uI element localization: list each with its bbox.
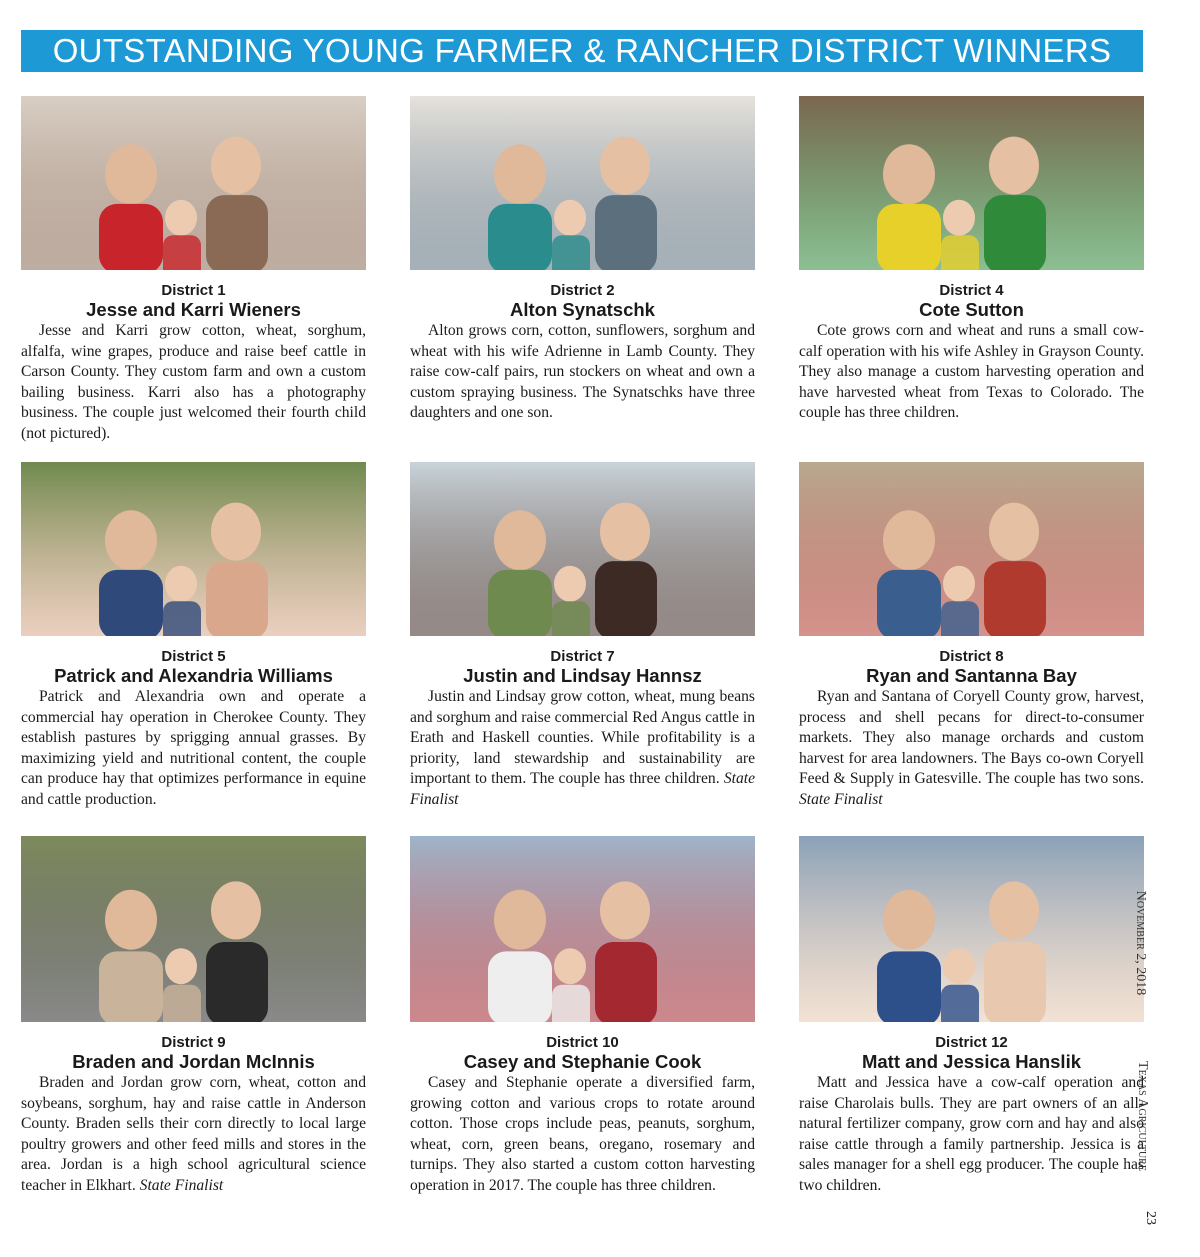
family-photo bbox=[21, 96, 366, 270]
family-photo bbox=[799, 96, 1144, 270]
district-label: District 8 bbox=[939, 648, 1004, 665]
family-photo bbox=[21, 836, 366, 1022]
winner-card bbox=[21, 96, 366, 445]
publication-name: Texas Agriculture bbox=[1135, 1061, 1150, 1171]
winner-names: Justin and Lindsay Hannsz bbox=[463, 665, 702, 686]
winner-description: Jesse and Karri grow cotton, wheat, sorghum, alfalfa, wine grapes, produce and raise beef cattle in Carson County. They custom farm and own a custom bailing business. Karri also has a photography business. The couple just welcomed their fourth child (not pictured). bbox=[21, 322, 366, 442]
issue-date: November 2, 2018 bbox=[1133, 890, 1148, 996]
winner-description: Alton grows corn, cotton, sunflowers, sorghum and wheat with his wife Adrienne in Lamb County. They raise cow-calf pairs, run stockers on wheat and own a custom spraying business. The Synatschks have three daughters and one son. bbox=[410, 322, 755, 422]
family-photo bbox=[410, 836, 755, 1022]
district-label: District 10 bbox=[546, 1034, 619, 1051]
winner-card bbox=[21, 836, 366, 1197]
winner-card bbox=[410, 836, 755, 1197]
winner-description: Matt and Jessica have a cow-calf operation and raise Charolais bulls. They are part owners of an all-natural fertilizer company, grow corn and hay and also raise cattle through a family partnership. Jessica is a sales manager for a shell egg producer. The couple has two children. bbox=[799, 1074, 1144, 1194]
winner-description: Cote grows corn and wheat and runs a small cow-calf operation with his wife Ashley in Grayson County. They also manage a custom harvesting operation and have harvested wheat from Texas to Colorado. The couple has three children. bbox=[799, 322, 1144, 422]
winner-description: Patrick and Alexandria own and operate a commercial hay operation in Cherokee County. They establish pastures by sprigging annual grasses. By maximizing yield and nutritional content, the couple can produce hay that optimizes performance in equine and cattle production. bbox=[21, 688, 366, 808]
district-label: District 9 bbox=[161, 1034, 226, 1051]
family-photo bbox=[799, 462, 1144, 636]
winner-card bbox=[799, 836, 1144, 1197]
state-finalist-label: State Finalist bbox=[799, 790, 883, 808]
winner-description: Justin and Lindsay grow cotton, wheat, mung beans and sorghum and raise commercial Red Angus cattle in Erath and Haskell counties. While profitability is a priority, land stewardship and sustainability are important to them. The couple has three children. State Finalist bbox=[410, 688, 755, 808]
winner-names: Matt and Jessica Hanslik bbox=[861, 1051, 1081, 1072]
winner-names: Jesse and Karri Wieners bbox=[86, 299, 301, 320]
winner-card bbox=[410, 462, 755, 811]
winner-description: Braden and Jordan grow corn, wheat, cotton and soybeans, sorghum, hay and raise cattle in Anderson County. Braden sells their corn directly to local large poultry growers and other feed mills and stores in the area. Jordan is a high school agricultural science teacher in Elkhart. State Finalist bbox=[21, 1074, 366, 1194]
winner-names: Casey and Stephanie Cook bbox=[463, 1051, 702, 1072]
district-label: District 12 bbox=[935, 1034, 1008, 1051]
family-photo bbox=[410, 96, 755, 270]
winner-names: Ryan and Santanna Bay bbox=[866, 665, 1077, 686]
district-label: District 5 bbox=[161, 648, 226, 665]
state-finalist-label: State Finalist bbox=[139, 1176, 224, 1194]
winner-names: Alton Synatschk bbox=[510, 299, 655, 320]
winner-names: Braden and Jordan McInnis bbox=[72, 1051, 315, 1072]
district-label: District 4 bbox=[939, 282, 1004, 299]
winner-card bbox=[21, 462, 366, 811]
state-finalist-label: State Finalist bbox=[410, 770, 755, 808]
family-photo bbox=[21, 462, 366, 636]
winner-card bbox=[410, 96, 755, 424]
winner-names: Cote Sutton bbox=[919, 299, 1024, 320]
family-photo bbox=[410, 462, 755, 636]
district-label: District 2 bbox=[550, 282, 615, 299]
winner-card bbox=[799, 462, 1144, 811]
district-label: District 7 bbox=[550, 648, 615, 665]
district-label: District 1 bbox=[161, 282, 226, 299]
winner-card bbox=[799, 96, 1144, 424]
winner-description: Ryan and Santana of Coryell County grow, harvest, process and shell pecans for direct-to-consumer markets. They also manage orchards and custom harvest for area landowners. The Bays co-own Coryell Feed & Supply in Gatesville. The couple has two sons. State Finalist bbox=[799, 688, 1144, 808]
winner-description: Casey and Stephanie operate a diversified farm, growing cotton and various crops to rotate around cotton. Those crops include peas, peanuts, sorghum, wheat, corn, green beans, oregano, rosemary and turnips. They also started a custom cotton harvesting operation in 2017. The couple has three children. bbox=[410, 1074, 755, 1194]
winner-names: Patrick and Alexandria Williams bbox=[54, 665, 333, 686]
page-number: 23 bbox=[1143, 1211, 1158, 1225]
page-banner-title: OUTSTANDING YOUNG FARMER & RANCHER DISTRICT WINNERS bbox=[21, 30, 1143, 72]
family-photo bbox=[799, 836, 1144, 1022]
